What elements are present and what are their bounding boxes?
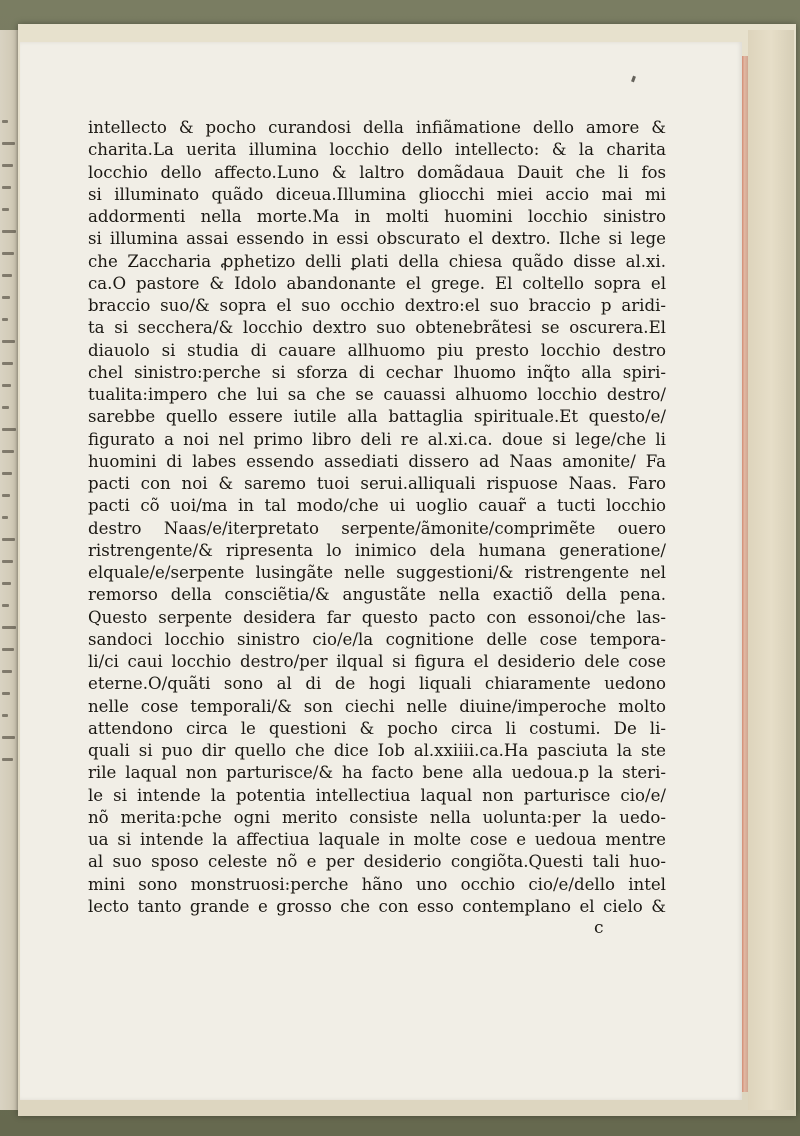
text-line: braccio suo/& sopra el suo occhio dextro:el suo braccio p aridi-	[88, 296, 666, 315]
text-line: lecto tanto grande e grosso che con esso contemplano el cielo &	[88, 896, 666, 916]
text-line: addormenti nella morte.Ma in molti huomini locchio sinistro	[88, 207, 666, 226]
text-line: rile laqual non parturisce/& ha facto bene alla uedoua.p la steri-	[88, 763, 666, 783]
text-line: quali si puo dir quello che dice Iob al.xxiiii.ca.Ha pasciuta la ste	[88, 741, 666, 760]
facing-text-fragment	[2, 318, 8, 321]
text-line: nõ merita:pche ogni merito consiste nella uolunta:per la uedo-	[88, 807, 666, 827]
text-line: destro Naas/e/iterpretato serpente/ãmonite/comprimẽte ouero	[88, 518, 666, 538]
facing-text-fragment	[2, 406, 9, 409]
text-line: intellecto & pocho curandosi della infiãmatione dello amore &	[88, 118, 666, 137]
facing-text-fragment	[2, 120, 8, 123]
text-line: le si intende la potentia intellectiua laqual non parturisce cio/e/	[88, 785, 666, 805]
facing-text-fragment	[2, 362, 13, 365]
facing-text-fragment	[2, 230, 16, 233]
text-line: chel sinistro:perche si sforza di cechar lhuomo inq̃to alla spiri-	[88, 362, 666, 382]
facing-text-fragment	[2, 714, 8, 717]
facing-text-fragment	[2, 582, 11, 585]
facing-text-fragment	[2, 274, 12, 277]
text-line: ua si intende la affectiua laquale in molte cose e uedoua mentre	[88, 830, 666, 849]
text-line: figurato a noi nel primo libro deli re al.xi.ca. doue si lege/che li	[88, 429, 666, 449]
signature-mark: c	[594, 918, 604, 938]
text-line: pacti con noi & saremo tuoi serui.alliquali rispuose Naas. Faro	[88, 474, 666, 493]
facing-text-fragment	[2, 516, 8, 519]
text-line: che Zaccharia ꝓphetizo delli ꝑlati della chiesa quãdo disse al.xi.	[88, 251, 666, 271]
ink-speck	[631, 76, 636, 83]
text-line: li/ci caui locchio destro/per ilqual si figura el desiderio dele cose	[88, 652, 666, 671]
text-line: ristrengente/& ripresenta lo inimico dela humana generatione/	[88, 540, 666, 560]
text-line: nelle cose temporali/& son ciechi nelle diuine/imperoche molto	[88, 696, 666, 716]
page-text	[88, 117, 666, 918]
facing-text-fragment	[2, 384, 11, 387]
text-line: remorso della consciẽtia/& angustãte nella exactiõ della pena.	[88, 585, 666, 605]
facing-text-fragment	[2, 758, 13, 761]
text-line: tualita:impero che lui sa che se cauassi alhuomo locchio destro/	[88, 385, 666, 404]
book-page	[20, 42, 742, 1100]
facing-text-fragment	[2, 340, 15, 343]
facing-text-fragment	[2, 296, 10, 299]
facing-text-fragment	[2, 560, 13, 563]
facing-text-fragment	[2, 604, 9, 607]
text-line: locchio dello affecto.Luno & laltro domãdaua Dauit che li fos	[88, 162, 666, 182]
facing-text-fragment	[2, 186, 11, 189]
facing-text-fragment	[2, 494, 10, 497]
text-line: sarebbe quello essere iutile alla battaglia spirituale.Et questo/e/	[88, 407, 666, 427]
text-line: Questo serpente desidera far questo pacto con essonoi/che las-	[88, 607, 666, 627]
facing-text-fragment	[2, 538, 15, 541]
facing-text-fragment	[2, 450, 14, 453]
facing-text-fragment	[2, 208, 9, 211]
facing-text-fragment	[2, 736, 15, 739]
text-line: eterne.O/quãti sono al di de hogi liquali chiaramente uedono	[88, 674, 666, 694]
facing-text-fragment	[2, 252, 14, 255]
text-line: si illumina assai essendo in essi obscurato el dextro. Ilche si lege	[88, 229, 666, 249]
text-line: charita.La uerita illumina locchio dello intellecto: & la charita	[88, 140, 666, 160]
facing-text-fragment	[2, 692, 10, 695]
page-fore-edge	[748, 30, 794, 1110]
text-line: pacti cõ uoi/ma in tal modo/che ui uoglio cauar̃ a tucti locchio	[88, 496, 666, 516]
facing-text-fragment	[2, 164, 13, 167]
text-line: huomini di labes essendo assediati dissero ad Naas amonite/ Fa	[88, 451, 666, 471]
facing-text-fragment	[2, 670, 12, 673]
text-line: elquale/e/serpente lusingãte nelle suggestioni/& ristrengente nel	[88, 563, 666, 582]
text-line: al suo sposo celeste nõ e per desiderio congiõta.Questi tali huo-	[88, 852, 666, 872]
text-line: sandoci locchio sinistro cio/e/la cognitione delle cose tempora-	[88, 629, 666, 649]
facing-text-fragment	[2, 626, 16, 629]
text-line: mini sono monstruosi:perche hãno uno occhio cio/e/dello intel	[88, 874, 666, 894]
facing-text-fragment	[2, 428, 16, 431]
text-line: si illuminato quãdo diceua.Illumina gliocchi miei accio mai mi	[88, 184, 666, 204]
facing-text-fragment	[2, 142, 15, 145]
facing-text-fragment	[2, 472, 12, 475]
text-line: attendono circa le questioni & pocho circa li costumi. De li-	[88, 718, 666, 738]
facing-text-fragment	[2, 648, 14, 651]
text-line: ca.O pastore & Idolo abandonante el grege. El coltello sopra el	[88, 273, 666, 293]
text-line: ta si secchera/& locchio dextro suo obtenebrãtesi se oscurera.El	[88, 318, 666, 338]
text-line: diauolo si studia di cauare allhuomo piu presto locchio destro	[88, 340, 666, 360]
